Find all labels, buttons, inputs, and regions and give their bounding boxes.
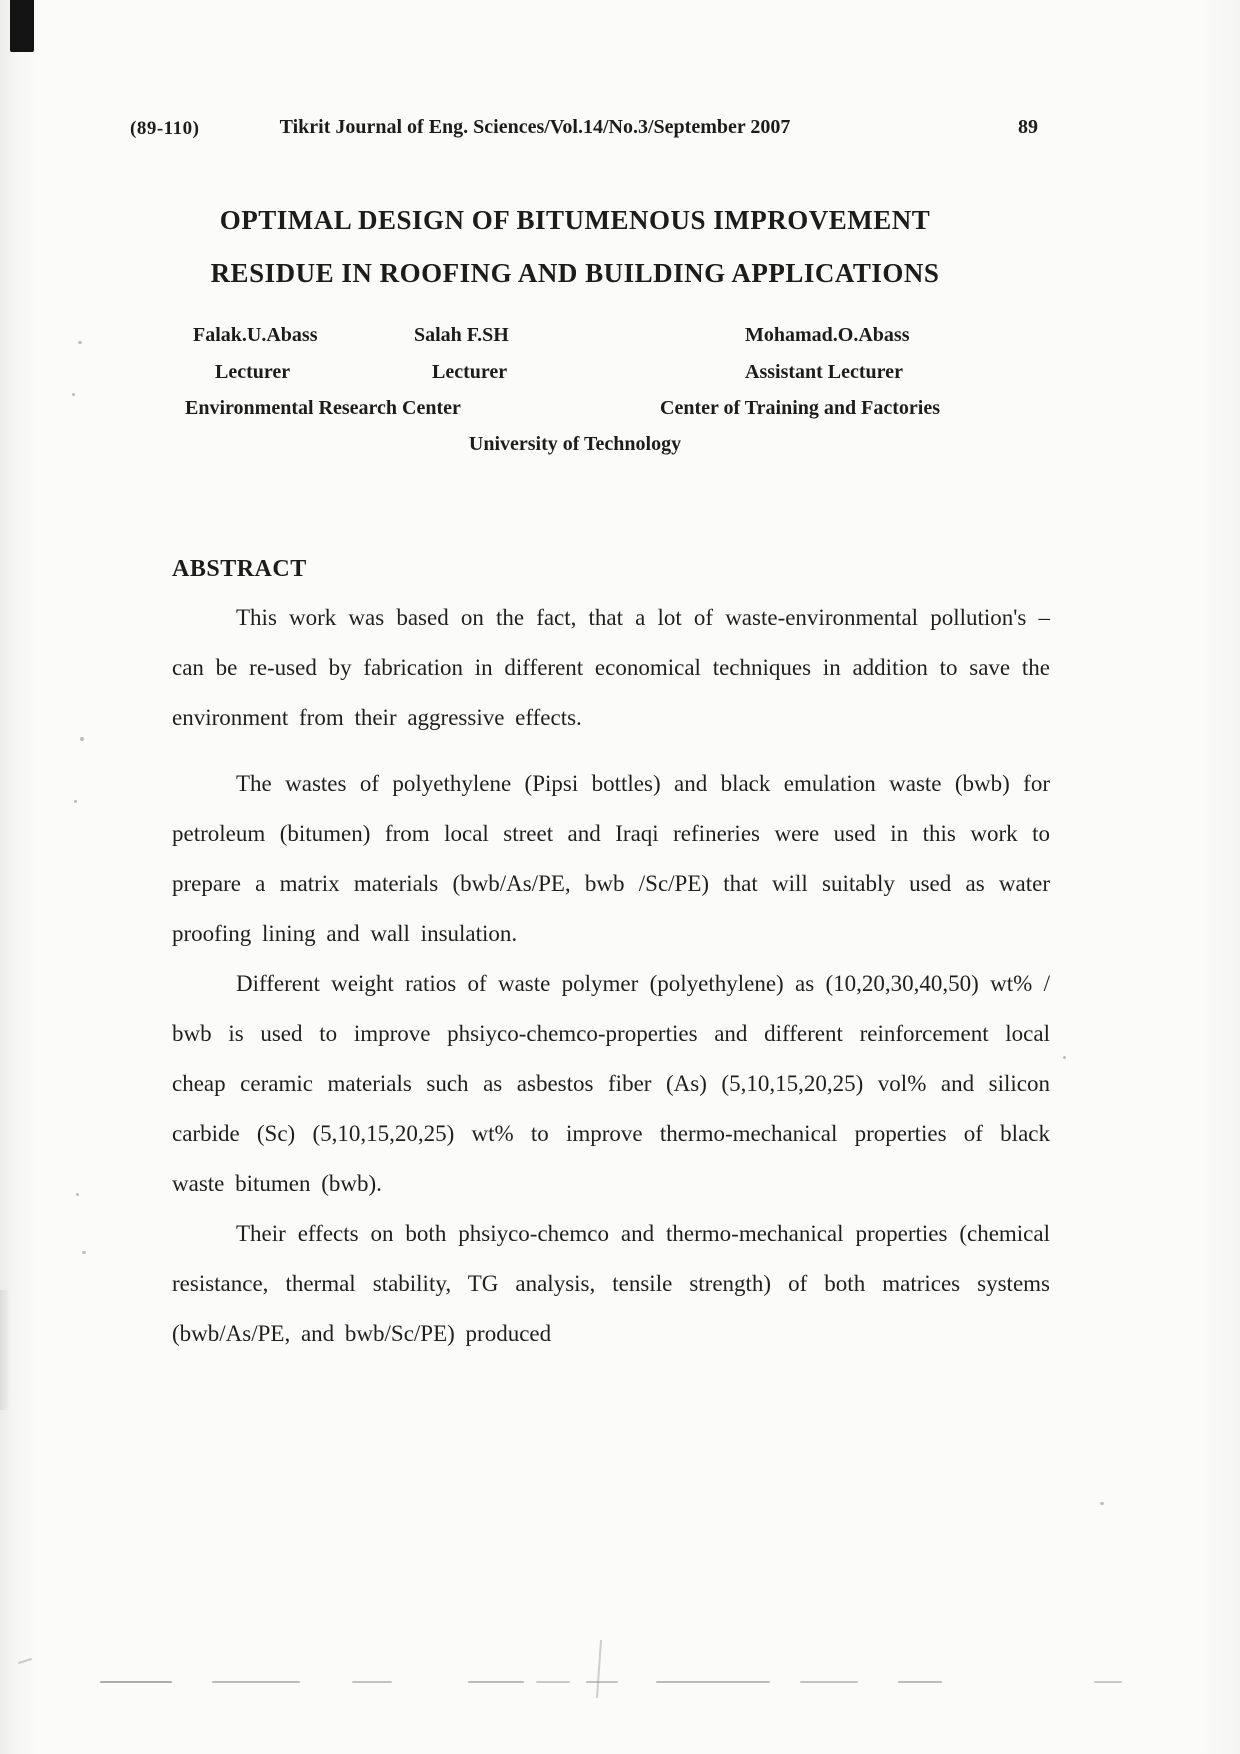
- scan-speck: [76, 1193, 79, 1196]
- abstract-paragraph-2: The wastes of polyethylene (Pipsi bottles) and black emulation waste (bwb) for petroleum (bitumen) from local street and Iraqi refineries were used in this work to prepare a matrix materials (bwb/As/PE, bwb /Sc/PE) that will suitably used as water proofing lining and wall insulation.: [172, 771, 1050, 946]
- scan-speck: [1100, 1502, 1104, 1505]
- scan-speck: [78, 341, 82, 344]
- abstract-section: [172, 556, 1050, 1359]
- author-3-affiliation: Center of Training and Factories: [660, 397, 940, 419]
- header-page-number: 89: [1018, 116, 1038, 138]
- scan-artifact-corner-bar: [10, 0, 34, 52]
- abstract-paragraph-4: Their effects on both phsiyco-chemco and thermo-mechanical properties (chemical resistance, thermal stability, TG analysis, tensile strength) of both matrices systems (bwb/As/PE, and bwb/Sc/PE) produced: [172, 1221, 1050, 1346]
- abstract-paragraph-1: This work was based on the fact, that a lot of waste-environmental pollution's –can be re-used by fabrication in different economical techniques in addition to save the environment from their aggressive effects.: [172, 605, 1050, 730]
- scan-speck: [74, 800, 77, 803]
- scan-artifact-left-streak: [0, 1290, 10, 1410]
- author-2-name: Salah F.SH: [414, 324, 509, 346]
- paper-title-line-2: RESIDUE IN ROOFING AND BUILDING APPLICATIONS: [210, 258, 940, 288]
- scan-speck: [1063, 1056, 1066, 1059]
- author-1-name: Falak.U.Abass: [193, 324, 318, 346]
- abstract-paragraph-3: Different weight ratios of waste polymer (polyethylene) as (10,20,30,40,50) wt% / bwb is used to improve phsiyco-chemco-properties and different reinforcement local cheap ceramic materials such as asbestos fiber (As) (5,10,15,20,25) vol% and silicon carbide (Sc) (5,10,15,20,25) wt% to improve thermo-mechanical properties of black waste bitumen (bwb).: [172, 971, 1050, 1196]
- author-3-role: Assistant Lecturer: [745, 361, 903, 383]
- scan-speck: [72, 393, 75, 396]
- author-1-affiliation: Environmental Research Center: [185, 397, 461, 419]
- paper-title-line-1: OPTIMAL DESIGN OF BITUMENOUS IMPROVEMENT: [219, 205, 931, 235]
- author-1-role: Lecturer: [215, 361, 291, 383]
- authors-university: University of Technology: [468, 433, 682, 455]
- scan-speck: [80, 737, 84, 741]
- header-page-range: (89-110): [130, 118, 200, 139]
- header-journal-title: Tikrit Journal of Eng. Sciences/Vol.14/No.3/September 2007: [279, 116, 791, 138]
- author-3-name: Mohamad.O.Abass: [745, 324, 910, 346]
- abstract-heading: ABSTRACT: [172, 556, 307, 582]
- scan-speck: [82, 1251, 86, 1254]
- author-2-role: Lecturer: [432, 361, 508, 383]
